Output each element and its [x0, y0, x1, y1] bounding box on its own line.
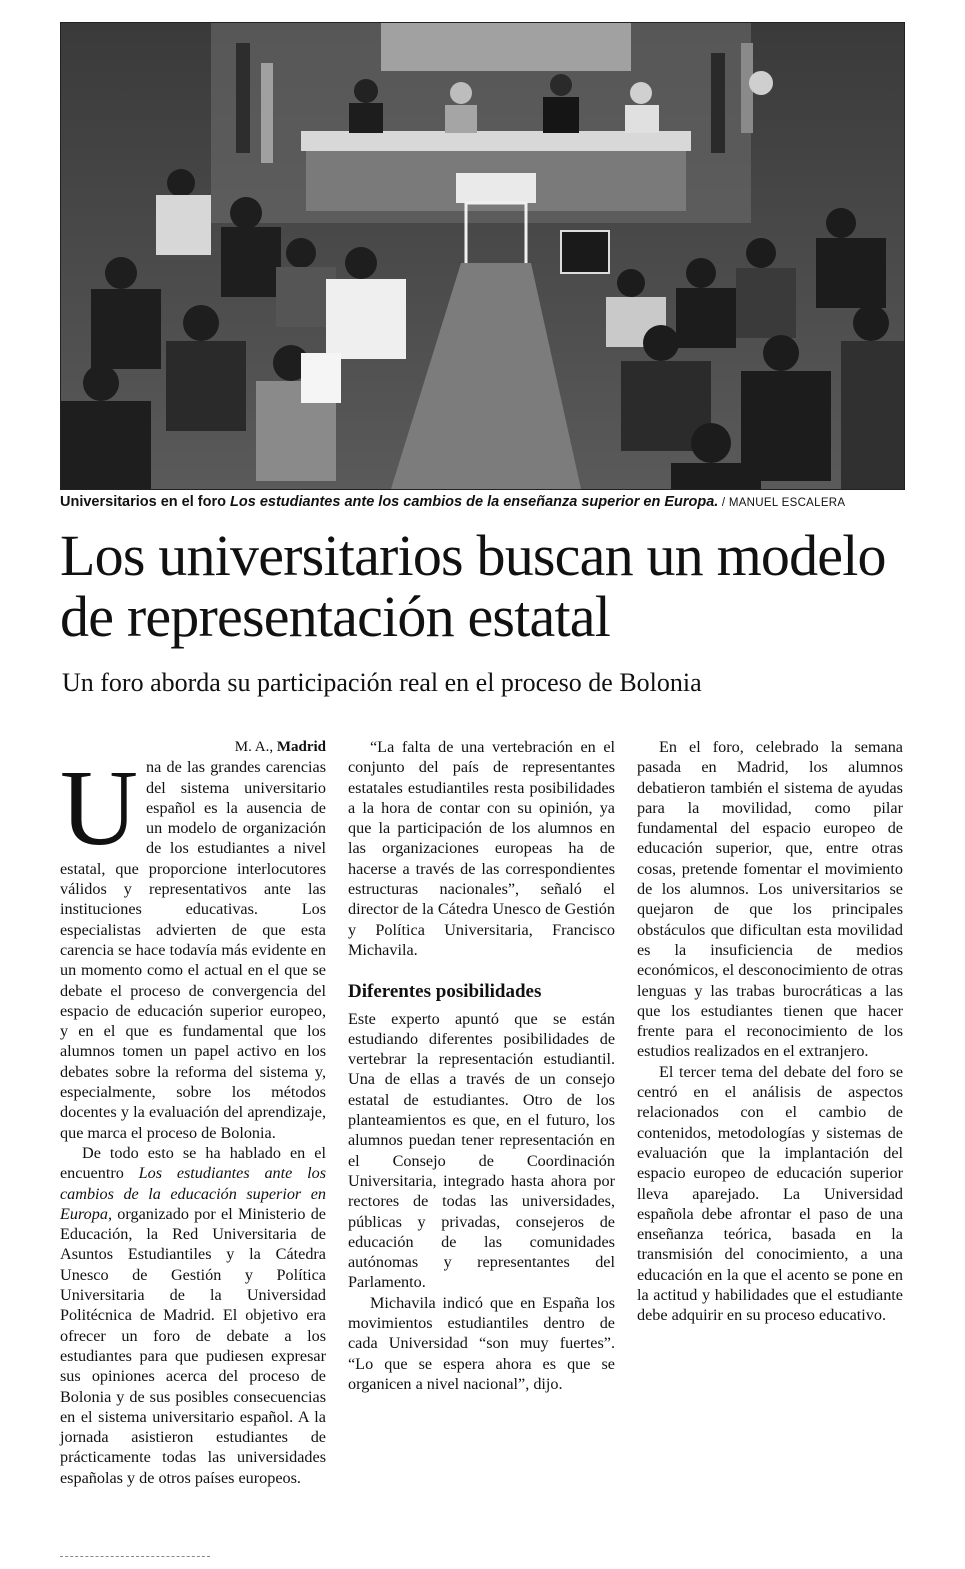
photo-credit: / MANUEL ESCALERA	[718, 497, 846, 509]
article-column-1	[60, 737, 326, 1488]
paragraph-1-text: na de las grandes carencias del sistema universitario español es la ausencia de un modelo de organización de los estudiantes a nivel estatal, que proporcione interlocutores válidos y representativos ante las instituciones educativas. Los especialistas advierten de que esta carencia se hace todavía más evidente en un momento como el actual en el que se debate el proceso de convergencia del espacio de educación superior europeo, y en el que es fundamental que los alumnos tomen un papel activo en los debates sobre la reforma del sistema y, especialmente, sobre los métodos docentes y la evaluación del aprendizaje, que marca el proceso de Bolonia.	[60, 758, 326, 1142]
paragraph-2-text-a: De todo esto se ha hablado en el encuentro	[60, 1143, 326, 1183]
byline-author: M. A.,	[234, 739, 277, 755]
bottom-divider	[60, 1556, 210, 1557]
paragraph-1	[60, 749, 326, 1143]
paragraph-4: Este experto apuntó que se están estudiando diferentes posibilidades de vertebrar la representación estudiantil. Una de ellas a través de un consejo estatal de estudiantes. Otro de los planteamientos es que, en el futuro, los alumnos puedan tener representación en el Consejo de Coordinación Universitaria, integrado hasta ahora por rectores de todas las universidades, públicas y privadas, consejeros de educación de las comunidades autónomas y representantes del Parlamento.	[348, 1009, 615, 1292]
subheadline: Un foro aborda su participación real en el proceso de Bolonia	[62, 668, 702, 697]
paragraph-6: En el foro, celebrado la semana pasada en Madrid, los alumnos debatieron también el sistema de ayudas para la movilidad, como pilar fundamental del espacio europeo de educación superior, que, entre otras cosas, pretende fomentar el movimiento de los alumnos. Los universitarios se quejaron de que los principales obstáculos que dificultan esta movilidad es la insuficiencia de medios económicos, el desconocimiento de otras lenguas y las trabas burocráticas a las que los estudiantes tienen que hacer frente para el reconocimiento de los estudios realizados en el extranjero.	[637, 738, 903, 1061]
section-subtitle: Diferentes posibilidades	[348, 981, 542, 1003]
photo-caption	[60, 494, 910, 510]
byline-place: Madrid	[276, 739, 326, 755]
article-photo	[60, 22, 905, 490]
paragraph-2-event-title: Los estudiantes ante los cambios de la educación superior en Europa,	[60, 1164, 326, 1223]
caption-prefix: Universitarios en el foro	[60, 494, 231, 510]
paragraph-2-text-b: organizado por el Ministerio de Educación, la Red Universitaria de Asuntos Estudiantiles y la Cátedra Unesco de Gestión y Política Universitaria de la Universidad Politécnica de Madrid. El objetivo era ofrecer un foro de debate a los estudiantes para que pudiesen expresar sus opiniones acerca del proceso de Bolonia y de sus posibles consecuencias en el sistema universitario español. A la jornada asistieron estudiantes de prácticamente todas las universidades españolas y de otros países europeos.	[60, 1204, 326, 1487]
paragraph-3: “La falta de una vertebración en el conjunto del país de representantes estatales estudiantiles resta posibilidades a la hora de contar con su opinión, ya que la participación de los alumnos en las organizaciones europeas ha de hacerse a través de las correspondientes estructuras nacionales”, señaló el director de la Cátedra Unesco de Gestión y Política Universitaria, Francisco Michavila.	[348, 738, 615, 959]
caption-title: Los estudiantes ante los cambios de la enseñanza superior en Europa.	[230, 494, 719, 510]
headline: Los universitarios buscan un modelo de representación estatal	[60, 523, 886, 649]
conference-hall-illustration	[61, 23, 904, 489]
article-column-3	[637, 737, 903, 1326]
drop-cap: U	[60, 749, 138, 869]
article-column-2	[348, 737, 615, 1394]
paragraph-2	[60, 1143, 326, 1488]
paragraph-5: Michavila indicó que en España los movimientos estudiantiles dentro de cada Universidad “son muy fuertes”. “Lo que se espera ahora es que se organicen a nivel nacional”, dijo.	[348, 1293, 615, 1393]
paragraph-7: El tercer tema del debate del foro se centró en el análisis de aspectos relacionados con el cambio de contenidos, metodologías y sistemas de evaluación que la implantación del espacio europeo de educación superior lleva aparejado. La Universidad española debe afrontar el paso de una enseñanza teórica, basada en la transmisión del conocimiento, a una educación en la que el acento se pone en la actitud y habilidades que el estudiante debe adquirir en su proceso educativo.	[637, 1062, 903, 1325]
